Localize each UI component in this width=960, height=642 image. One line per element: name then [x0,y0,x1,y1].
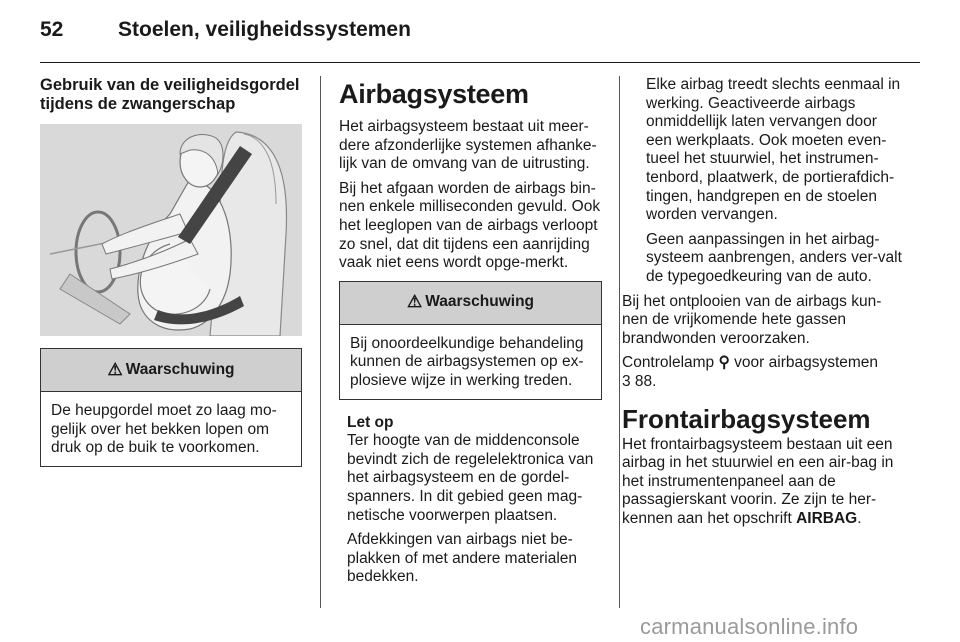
front-airbag-text-end: . [857,509,862,527]
page-reference: 3 88. [622,372,657,390]
page-number: 52 [40,18,64,41]
control-lamp-text-end: voor airbagsystemen [729,354,879,372]
column-left [40,76,302,467]
warning-triangle-icon: ⚠ [107,359,123,379]
warning-triangle-icon: ⚠ [406,292,423,312]
paragraph [622,436,902,529]
page-title: Stoelen, veiligheidssystemen [118,18,411,41]
front-airbag-text: Het frontairbagsysteem bestaan uit een airbag in het stuurwiel en een air-bag in het instrumentenpaneel aan de passagierskant voorin. Ze zijn te her-kennen aan het opschrift [622,435,894,527]
warning-header [340,282,601,325]
column-divider [619,76,620,608]
section-heading-front-airbag: Frontairbagsysteem [622,403,871,434]
warning-box [339,281,602,400]
warning-title: Waarschuwing [425,293,535,311]
control-lamp-text: Controlelamp [622,354,719,372]
note-text: Afdekkingen van airbags niet be-plakken of met andere materialen bedekken. [347,531,578,586]
paragraph-control-lamp [622,354,902,391]
header-rule [40,62,920,63]
column-middle [339,76,602,593]
warning-header [41,349,301,392]
airbag-lamp-icon: ⚲ [718,354,730,372]
airbag-label-text: AIRBAG [796,509,858,527]
warning-text: De heupgordel moet zo laag mo-gelijk over het bekken lopen om druk op de buik te voorkomen. [51,402,277,457]
section-heading-airbag-system: Airbagsysteem [339,79,529,109]
note-title: Let op [347,413,394,431]
paragraph: Bij het afgaan worden de airbags bin-nen enkele milliseconden gevuld. Ook het leeglopen van de airbags verloopt zo snel, dat dit tijdens een aanrijding vaak niet eens wordt opge-merkt. [339,179,601,272]
note-text: Ter hoogte van de middenconsole bevindt zich de regelelektronica van het airbagsysteem en de gordel-spanners. In dit gebied geen mag-netische voorwerpen plaatsen. [347,432,594,524]
page-header [40,18,920,58]
illustration-graphic [40,124,302,336]
paragraph: Geen aanpassingen in het airbag-systeem aanbrengen, anders ver-valt de typegoedkeuring van de auto. [646,230,902,285]
paragraph: Bij het ontplooien van de airbags kun-nen de vrijkomende hete gassen brandwonden veroorzaken. [622,292,882,347]
column-right [622,76,902,534]
paragraph: Het airbagsysteem bestaat uit meer-dere afzonderlijke systemen afhanke-lijk van de omvang van de uitrusting. [339,118,597,173]
paragraph: Elke airbag treedt slechts eenmaal in werking. Geactiveerde airbags onmiddellijk laten vervangen door een werkplaats. Ook moeten even-tueel het stuurwiel, het instrumen-tenbord, plaatwerk, de portierafdich-tingen, handgrepen en de stoelen worden vervangen. [646,76,901,224]
warning-box [40,348,302,467]
column-divider [320,76,321,608]
warning-title: Waarschuwing [125,360,235,378]
section-heading-pregnancy: Gebruik van de veiligheidsgordel tijdens de zwangerschap [40,76,300,113]
pregnant-woman-seatbelt-illustration [40,124,302,336]
watermark: carmanualsonline.info [640,614,859,639]
warning-text: Bij onoordeelkundige behandeling kunnen de airbagsystemen op ex-plosieve wijze in werking treden. [350,334,584,389]
